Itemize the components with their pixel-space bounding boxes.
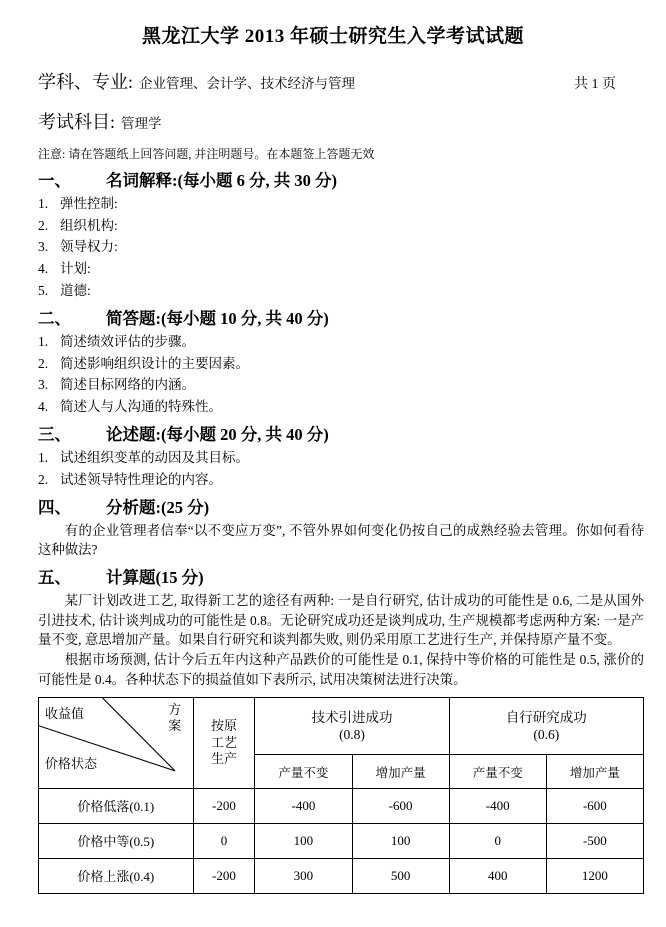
question-text: 简述绩效评估的步骤。	[60, 333, 195, 349]
question-item	[0, 471, 666, 489]
subject-value: 企业管理、会计学、技术经济与管理	[139, 75, 356, 91]
section-title-5: 计算题(15 分)	[106, 568, 204, 588]
col-group-header-self-research	[449, 697, 643, 755]
corner-label-price-state: 价格状态	[45, 755, 98, 771]
cell-r1-c3: 0	[449, 823, 546, 858]
row-label-price-high: 价格上涨(0.4)	[39, 858, 194, 893]
col-group-header-tech-import	[255, 697, 449, 755]
table-row	[39, 823, 644, 858]
col-subheader-tech-const-output: 产量不变	[255, 755, 352, 788]
page-title	[0, 0, 666, 49]
group-label-tech: 技术引进成功	[311, 709, 393, 725]
table-row	[39, 858, 644, 893]
question-item	[0, 398, 666, 416]
cell-r2-c2: 500	[352, 858, 449, 893]
section-number-3: 三、	[38, 425, 71, 445]
question-text: 试述组织变革的动因及其目标。	[60, 450, 249, 466]
question-item	[0, 376, 666, 394]
exam-subject-label: 考试科目:	[38, 111, 116, 132]
question-number: 1.	[38, 195, 49, 211]
question-number: 4.	[38, 399, 49, 415]
question-item	[0, 355, 666, 373]
question-number: 1.	[38, 333, 49, 349]
notice-text: 注意: 请在答题纸上回答问题, 并注明题号。在本题签上答题无效	[38, 146, 375, 161]
cell-r2-c4: 1200	[546, 858, 643, 893]
title-suffix: 年硕士研究生入学考试试题	[284, 26, 525, 47]
calculation-paragraph-2: 根据市场预测, 估计今后五年内这种产品跌价的可能性是 0.1, 保持中等价格的可能性是 0.5, 涨价的可能性是 0.4。各种状态下的损益值如下表所示, 试用决策树法进行决策。	[38, 652, 644, 687]
question-number: 3.	[38, 377, 49, 393]
question-item	[0, 260, 666, 278]
orig-line-2: 工艺	[210, 734, 237, 750]
group-prob-self: (0.6)	[533, 727, 560, 743]
section-heading-4	[0, 494, 666, 518]
cell-r0-c0: -200	[193, 788, 255, 823]
question-text: 弹性控制:	[60, 195, 118, 211]
question-text: 道德:	[60, 283, 91, 299]
col-subheader-tech-increase-output: 增加产量	[352, 755, 449, 788]
cell-r0-c1: -400	[255, 788, 352, 823]
section-heading-5	[0, 564, 666, 588]
question-item	[0, 333, 666, 351]
exam-subject-row	[0, 108, 666, 134]
calculation-paragraph-1: 某厂计划改进工艺, 取得新工艺的途径有两种: 一是自行研究, 估计成功的可能性是 0.6, 二是从国外引进技术, 估计谈判成功的可能性是 0.8。无论研究成功还是谈判成功, 生产规模都考虑两种方案: 一是产量不变, 意思增加产量。如果自行研究和谈判都失败, 则仍采用原工艺进行生产, 并保持原产量不变。	[38, 593, 644, 647]
section-title-1: 名词解释:(每小题 6 分, 共 30 分)	[106, 170, 337, 190]
question-number: 3.	[38, 239, 49, 255]
row-label-price-medium: 价格中等(0.5)	[39, 823, 194, 858]
question-number: 2.	[38, 355, 49, 371]
question-text: 简述目标网络的内涵。	[60, 377, 195, 393]
table-row	[39, 788, 644, 823]
question-number: 2.	[38, 471, 49, 487]
table-corner-cell	[39, 697, 194, 788]
cell-r1-c1: 100	[255, 823, 352, 858]
subject-label: 学科、专业:	[38, 71, 134, 92]
question-text: 试述领导特性理论的内容。	[60, 471, 222, 487]
corner-label-payoff: 收益值	[45, 705, 85, 721]
group-prob-tech: (0.8)	[339, 727, 365, 743]
question-text: 简述影响组织设计的主要因素。	[60, 355, 249, 371]
question-text: 计划:	[60, 261, 91, 277]
cell-r0-c3: -400	[449, 788, 546, 823]
cell-r2-c0: -200	[193, 858, 255, 893]
section-title-4: 分析题:(25 分)	[106, 497, 210, 517]
col-header-original-process	[193, 697, 255, 788]
section-heading-3	[0, 421, 666, 445]
section-number-4: 四、	[38, 497, 71, 517]
corner-label-plan: 方案	[168, 701, 182, 734]
question-item	[0, 238, 666, 256]
cell-r1-c4: -500	[546, 823, 643, 858]
section-number-1: 一、	[38, 170, 71, 190]
section-heading-1	[0, 167, 666, 191]
cell-r1-c0: 0	[193, 823, 255, 858]
cell-r2-c3: 400	[449, 858, 546, 893]
cell-r2-c1: 300	[255, 858, 352, 893]
orig-line-3: 生产	[210, 751, 237, 766]
group-label-self: 自行研究成功	[505, 709, 587, 725]
analysis-paragraph: 有的企业管理者信奉“以不变应万变”, 不管外界如何变化仍按自己的成熟经验去管理。你如何看待这种做法?	[38, 522, 644, 558]
section-heading-2	[0, 305, 666, 329]
question-item	[0, 195, 666, 213]
section-title-2: 简答题:(每小题 10 分, 共 40 分)	[106, 308, 329, 328]
question-item	[0, 217, 666, 235]
orig-line-1: 按原	[210, 718, 237, 734]
section-title-3: 论述题:(每小题 20 分, 共 40 分)	[106, 425, 329, 445]
question-item	[0, 282, 666, 300]
cell-r0-c2: -600	[352, 788, 449, 823]
section-number-5: 五、	[38, 568, 71, 588]
exam-subject-value: 管理学	[121, 115, 162, 131]
table-header-row-1	[39, 697, 644, 755]
page-count: 共 1 页	[574, 76, 616, 92]
payoff-table	[38, 697, 644, 894]
question-number: 1.	[38, 450, 49, 466]
question-text: 领导权力:	[60, 239, 118, 255]
question-text: 组织机构:	[60, 217, 118, 233]
payoff-table-wrapper	[0, 697, 666, 894]
col-subheader-self-increase-output: 增加产量	[546, 755, 643, 788]
cell-r1-c2: 100	[352, 823, 449, 858]
title-prefix: 黑龙江大学	[141, 26, 245, 47]
question-number: 2.	[38, 217, 49, 233]
question-text: 简述人与人沟通的特殊性。	[60, 399, 222, 415]
section-number-2: 二、	[38, 308, 71, 328]
row-label-price-low: 价格低落(0.1)	[39, 788, 194, 823]
cell-r0-c4: -600	[546, 788, 643, 823]
title-year: 2013	[244, 26, 285, 47]
question-number: 5.	[38, 283, 49, 299]
subject-row	[0, 68, 666, 94]
col-subheader-self-const-output: 产量不变	[449, 755, 546, 788]
question-number: 4.	[38, 261, 49, 277]
question-item	[0, 449, 666, 467]
